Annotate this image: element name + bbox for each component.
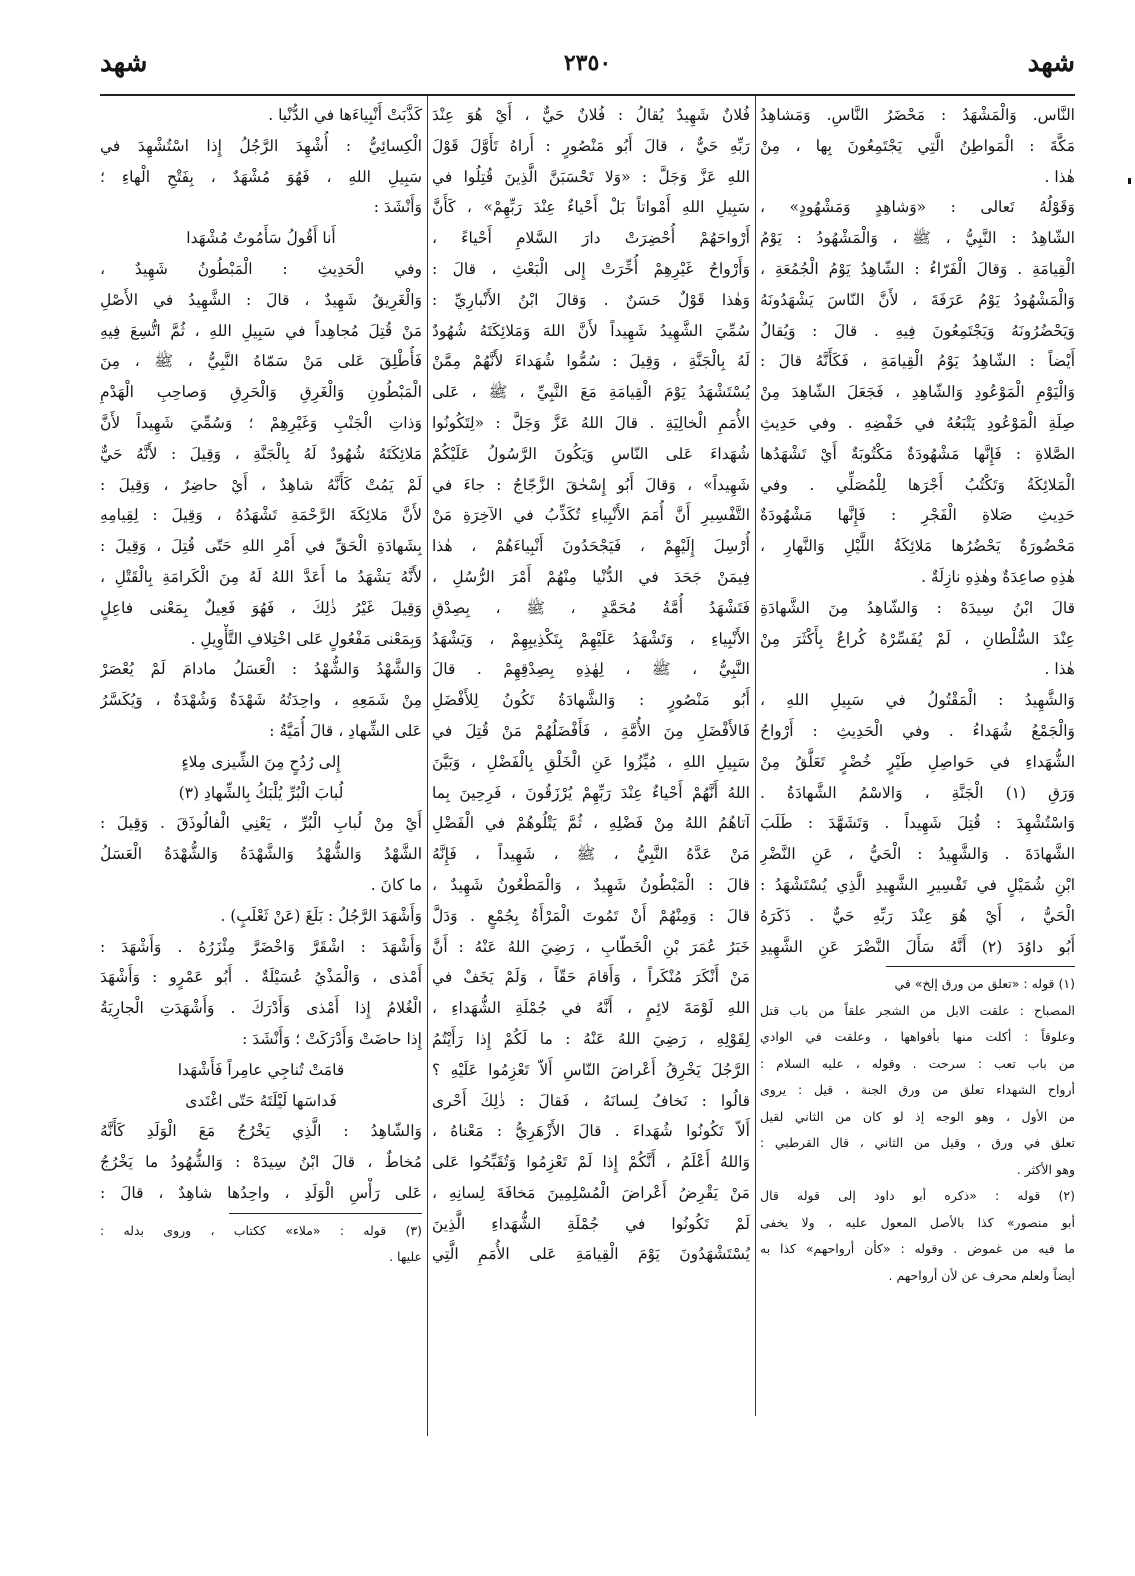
text-line: مَلائِكَتَهُ شُهُودٌ لَهُ بِالْجَنَّةِ ، وَقِيلَ : لأَنَّهُ حَيٌّ xyxy=(100,444,422,463)
text-line: مُخاطٌ ، قالَ ابْنُ سِيدَهْ : وَالشُّهُودُ ما يَخْرُجُ xyxy=(100,1153,422,1172)
text-line: وَرَقِ (١) الْجَنَّةِ ، وَالاسْمُ الشَّهادَةُ . xyxy=(760,783,1075,802)
text-line: عَلى الشِّهادِ ، قالَ أُمَيَّةُ : xyxy=(269,721,422,740)
text-line: وَالشَّهِيدُ : الْمَقْتُولُ في سَبِيلِ اللهِ ، xyxy=(760,691,1075,710)
text-line: وَهٰذا قَوْلٌ حَسَنٌ . وَقالَ ابْنُ الأَنْبارِيِّ : xyxy=(432,290,750,309)
text-line: مَنْ قُتِلَ مُجاهِداً في سَبِيلِ اللهِ ، ثُمَّ اتُّسِعَ فِيهِ xyxy=(100,321,422,340)
right-column xyxy=(760,100,1075,1289)
text-line: وَالْيَوْمِ الْمَوْعُودِ وَالشّاهِدِ ، فَجَعَلَ الشّاهِدَ مِنْ xyxy=(760,383,1075,402)
text-line: هٰذا . xyxy=(1044,167,1075,186)
text-line: خَبَرُ عُمَرَ بْنِ الْخَطّابِ ، رَضِيَ اللهُ عَنْهُ : أَنَّ xyxy=(432,937,750,956)
text-line: وَالْجَمْعُ شُهَداءُ . وفي الْحَدِيثِ : أَرْواحُ xyxy=(760,721,1075,740)
text-line: اللهُ أَنَّهُمْ أَحْياءٌ عِنْدَ رَبِّهِمْ يُرْزَقُونَ ، فَرِحِينَ بِما xyxy=(432,783,750,802)
text-line: وَبِمَعْنى مَفْعُولٍ عَلى اخْتِلافِ التَّأْوِيلِ . xyxy=(190,629,422,648)
text-line: إِذا حاضَتْ وَأَدْرَكَتْ ؛ وَأَنْشَدَ : xyxy=(242,1029,422,1048)
text-line: مِنْ شَمَعِهِ ، واحِدَتُهُ شَهْدَةٌ وَشُهْدَةٌ ، وَيُكَسَّرُ xyxy=(100,691,422,710)
header-root-word-left: شهد xyxy=(100,48,148,78)
text-line: لَمْ يَمُتْ كَأَنَّهُ شاهِدٌ ، أَيْ حاضِرٌ ، وَقِيلَ : xyxy=(100,475,422,494)
footnote-line: أبو منصور» كذا بالأصل المعول عليه ، ولا يخفى xyxy=(760,1214,1075,1230)
text-line: كَذَّبَتْ أَنْبِياءَها في الدُّنْيا . xyxy=(268,106,422,124)
text-line: فِيمَنْ جَحَدَ في الدُّنْيا مِنْهُمْ أَمْرَ الرُّسُلِ ، xyxy=(432,567,750,586)
footnote-line: من الأول ، وهو الوجه إذ لو كان من الثاني لقيل xyxy=(760,1108,1075,1124)
text-line: وَالْغَرِيقُ شَهِيدٌ ، قالَ : الشَّهِيدُ في الأَصْلِ xyxy=(100,290,422,309)
text-line: وَاللهُ أَعْلَمُ ، أَنَّكُمْ إِذا لَمْ تَعْزِمُوا وَتُقَبِّحُوا عَلى xyxy=(432,1153,750,1172)
text-line: آتاهُمُ اللهُ مِنْ فَضْلِهِ ، ثُمَّ يَتْلُوهُمْ في الْفَضْلِ xyxy=(432,814,750,833)
footnote-line: وعلوقاً : أكلت منها بأفواهها ، وعلقت في الوادي xyxy=(760,1029,1075,1045)
text-line: رَبِّهِ حَيٌّ ، قالَ أَبُو مَنْصُورٍ : أَراهُ تَأَوَّلَ قَوْلَ xyxy=(432,136,750,155)
text-line: اللهِ لَوْمَةَ لائِمٍ ، أَنَّهُ في جُمْلَةِ الشُّهَداءِ ، xyxy=(432,999,750,1018)
text-line: الْكِسائِيُّ : أُشْهِدَ الرَّجُلُ إِذا اسْتُشْهِدَ في xyxy=(100,136,422,155)
text-line: الشَّهْدُ وَالشُّهْدُ وَالشَّهْدَةُ وَالشُّهْدَةُ الْعَسَلُ xyxy=(100,845,422,864)
text-line: ابْنِ شُمَيْلٍ في تَفْسِيرِ الشَّهِيدِ الَّذِي يُسْتَشْهَدُ : xyxy=(760,875,1075,894)
footnote-rule xyxy=(229,1213,422,1214)
text-line: أَبُو مَنْصُورٍ : وَالشَّهادَةُ تَكُونُ لِلأَفْضَلِ xyxy=(432,691,750,710)
text-line: قالَ : الْمَبْطُونُ شَهِيدٌ ، وَالْمَطْعُونُ شَهِيدٌ ، xyxy=(432,875,750,894)
text-line: أَمْذى ، وَالْمَذْيُ عُسَيْلَةٌ . أَبُو عَمْرٍو : وَأَشْهَدَ xyxy=(100,968,422,987)
text-line: وَقِيلَ غَيْرُ ذٰلِكَ ، فَهُوَ فَعِيلٌ بِمَعْنى فاعِلٍ xyxy=(100,598,422,617)
text-line: الْحَيُّ ، أَيْ هُوَ عِنْدَ رَبِّهِ حَيٌّ . ذَكَرَهُ xyxy=(760,906,1075,925)
text-line: الْغُلامُ إِذا أَمْذى وَأَدْرَكَ . وَأَشْهَدَتِ الْجارِيَةُ xyxy=(100,999,422,1018)
text-line: مَحْضُورَةٌ يَحْضُرُها مَلائِكَةُ اللَّيْلِ وَالنَّهارِ ، xyxy=(760,537,1075,556)
text-line: عِنْدَ السُّلْطانِ ، لَمْ يُفَسِّرْهُ كُراعٌ بِأَكْثَرَ مِنْ xyxy=(760,629,1075,648)
footnote-rule xyxy=(886,966,1075,967)
footnote-line: من باب تعب : سرحت . وقوله ، عليه السلام : xyxy=(760,1055,1075,1071)
text-line: وَالْمَشْهُودُ يَوْمُ عَرَفَةَ ، لأَنَّ النّاسَ يَشْهَدُونَهُ xyxy=(760,290,1075,309)
footnote-line: (٣) قوله : «ملاء» ككتاب ، وروى بدله : xyxy=(100,1222,422,1238)
footnote-line: أرواح الشهداء تعلق من ورق الجنة ، قيل : يروى xyxy=(760,1082,1075,1098)
text-line: الشّاهِدُ : النَّبِيُّ ، ﷺ ، وَالْمَشْهُودُ : يَوْمُ xyxy=(760,229,1075,248)
text-line: أُرْسِلَ إِلَيْهِمْ ، فَيَجْحَدُونَ أَنْبِياءَهُمْ ، هٰذا xyxy=(432,537,750,556)
text-line: يُسْتَشْهَدُ يَوْمَ الْقِيامَةِ مَعَ النَّبِيِّ ، ﷺ ، عَلى xyxy=(432,383,750,402)
text-line: أَلاّ تَكُونُوا شُهَداءَ . قالَ الأَزْهَرِيُّ : مَعْناهُ ، xyxy=(432,1122,750,1141)
text-line: وَالشَّهْدُ وَالشُّهْدُ : الْعَسَلُ مادامَ لَمْ يُعْصَرْ xyxy=(100,660,422,679)
text-line: الْقِيامَةِ . وَقالَ الْفَرّاءُ : الشّاهِدُ يَوْمُ الْجُمُعَةِ ، xyxy=(760,259,1075,278)
text-line: النَّبِيُّ ، ﷺ ، لِهٰذِهِ بِصِدْقِهِمْ . قالَ xyxy=(432,660,750,679)
footnote-line: وهو الأكثر . xyxy=(1016,1161,1075,1177)
text-line: سَبِيلِ اللهِ أَمْواتاً بَلْ أَحْياءٌ عِنْدَ رَبِّهِمْ» ، كَأَنَّ xyxy=(432,198,750,217)
text-line: حَدِيثِ صَلاةِ الْفَجْرِ : فَإِنَّها مَشْهُودَةٌ xyxy=(760,506,1075,525)
page-header xyxy=(100,48,1075,90)
text-line: وَقَوْلُهُ تَعالى : «وَشاهِدٍ وَمَشْهُودٍ» ، xyxy=(760,198,1075,217)
text-line: وَالشّاهِدُ : الَّذِي يَخْرُجُ مَعَ الْوَلَدِ كَأَنَّهُ xyxy=(100,1122,422,1141)
left-column xyxy=(100,100,422,1271)
text-line: وَأَنْشَدَ : xyxy=(373,198,422,217)
text-line: وَأَشْهَدَ الرَّجُلُ : بَلَغَ (عَنْ ثَعْلَبٍ) . xyxy=(220,906,422,925)
text-line: لَمْ تَكُونُوا في جُمْلَةِ الشُّهَداءِ الَّذِينَ xyxy=(432,1214,750,1233)
text-line: أَيْضاً : الشّاهِدُ يَوْمُ الْقِيامَةِ ، فَكَأَنَّهُ قالَ : xyxy=(760,352,1075,371)
page-number: ٢٣٥٠ xyxy=(563,50,612,76)
footnote-line: المصباح : علقت الابل من الشجر علقاً من باب قتل xyxy=(760,1002,1075,1018)
text-line: ما كانَ . xyxy=(370,875,422,894)
text-line: وَأَرْواحُ غَيْرِهِمْ أُخِّرَتْ إِلى الْبَعْثِ ، قالَ : xyxy=(432,259,750,278)
text-line: أَرْواحَهُمْ أُحْضِرَتْ دارَ السَّلامِ أَحْياءً ، xyxy=(432,229,750,248)
text-line: الشُّهَداءِ في حَواصِلِ طَيْرٍ خُضْرٍ تَعَلَّقُ مِنْ xyxy=(760,752,1075,771)
footnote-line: تعلق في ورق ، وقيل من الثاني ، قال القرطبي : xyxy=(760,1135,1075,1151)
header-root-word-right: شهد xyxy=(1027,48,1075,78)
middle-column xyxy=(432,100,750,1270)
text-line: النَّاس. وَالْمَشْهَدُ : مَحْضَرُ النَّاسِ. وَمَشاهِدُ xyxy=(760,106,1075,124)
text-line: سُمِّيَ الشَّهِيدُ شَهِيداً لأَنَّ اللهَ وَمَلائِكَتَهُ شُهُودٌ xyxy=(432,321,750,340)
text-line: يُسْتَشْهَدُونَ يَوْمَ الْقِيامَةِ عَلى الأُمَمِ الَّتِي xyxy=(432,1245,750,1264)
text-line: شُهَداءَ عَلى النّاسِ وَيَكُونَ الرَّسُولُ عَلَيْكُمْ xyxy=(432,444,750,463)
text-line: مَنْ أَنْكَرَ مُنْكَراً ، وَأَقامَ حَقّاً ، وَلَمْ يَخَفْ في xyxy=(432,968,750,987)
column-divider xyxy=(755,96,756,1416)
text-line: مَكَّةَ : الْمَواطِنُ الَّتِي يَجْتَمِعُونَ بِها ، مِنْ xyxy=(760,136,1075,155)
footnote-line: (٢) قوله : «ذكره أبو داود إلى قوله قال xyxy=(760,1188,1075,1204)
text-line: الصَّلاةِ : فَإِنَّها مَشْهُودَةٌ مَكْتُوبَةٌ أَيْ تَشْهَدُها xyxy=(760,444,1075,463)
text-line: صِلَةِ الْمَوْعُودِ يَتْبَعُهُ في خَفْضِهِ . وفي حَدِيثِ xyxy=(760,413,1075,432)
text-line: وَيَحْضُرُونَهُ وَيَجْتَمِعُونَ فِيهِ . قالَ : وَيُقالُ xyxy=(760,321,1075,340)
text-line: أَنا أَقُولُ سَأَمُوتُ مُشْهَدا xyxy=(186,229,336,248)
text-line: عَلى رَأْسِ الْوَلَدِ ، واحِدُها شاهِدٌ ، قالَ : xyxy=(100,1183,422,1202)
text-line: وَاسْتُشْهِدَ : قُتِلَ شَهِيداً . وَتَشَهَّدَ : طَلَبَ xyxy=(760,814,1075,833)
text-line: قالَ : وَمِنْهُمْ أَنْ تَمُوتَ الْمَرْأَةُ بِجُمْعٍ . وَدَلَّ xyxy=(432,906,750,925)
text-line: التَّفْسِيرِ أَنَّ أُمَمَ الأَنْبِياءِ تُكَذِّبُ في الآخِرَةِ مَنْ xyxy=(432,506,750,525)
footnote-line: ما فيه من غموض . وقوله : «كأن أرواحهم» كذا به xyxy=(760,1241,1075,1257)
text-line: أَبُو داوُدَ (٢) أَنَّهُ سَأَلَ النَّضْرَ عَنِ الشَّهِيدِ xyxy=(760,937,1075,956)
footnote-line: أيضاً ولعلم محرف عن لأن أرواحهم . xyxy=(888,1267,1075,1283)
text-line: الرَّجُلَ يَخْرِقُ أَعْراضَ النّاسِ أَلاّ تَعْزِمُوا عَلَيْهِ ؟ xyxy=(432,1060,750,1079)
text-line: الأُمَمِ الْخالِيَةِ . قالَ اللهُ عَزَّ وَجَلَّ : «لِتَكُونُوا xyxy=(432,413,750,432)
text-line: الأَنْبِياءِ ، وَتَشْهَدُ عَلَيْهِمْ بِتَكْذِيبِهِمْ ، وَيَشْهَدُ xyxy=(432,629,750,648)
column-divider xyxy=(427,96,428,1436)
text-line: إِلى رُدُحٍ مِنَ الشِّيزى مِلاءٍ xyxy=(181,752,341,771)
footnote-line: عليها . xyxy=(389,1249,422,1265)
margin-mark xyxy=(1128,178,1131,184)
text-line: هٰذا . xyxy=(1044,660,1075,679)
text-line: وَأَشْهَدَ : اشْقَرَّ وَاخْضَرَّ مِئْزَرُهُ . وَأَشْهَدَ : xyxy=(100,937,422,956)
text-line: قامَتْ تُناجِي عامِراً فَأَشْهَدا xyxy=(177,1060,345,1079)
text-line: لُبابَ الْبُرِّ يُلْبَكُ بِالشِّهادِ (٣) xyxy=(178,783,344,802)
text-line: فَالأَفْضَلِ مِنَ الأُمَّةِ ، فَأَفْضَلُهُمْ مَنْ قُتِلَ في xyxy=(432,721,750,740)
text-line: بِشَهادَةِ الْحَقِّ في أَمْرِ اللهِ حَتّى قُتِلَ ، وَقِيلَ : xyxy=(100,537,422,556)
text-line: سَبِيلِ اللهِ ، فَهُوَ مُشْهَدٌ ، بِفَتْحِ الْهاءِ ؛ xyxy=(100,167,422,186)
footnote-line: (١) قوله : «تعلق من ورق إلخ» في xyxy=(894,976,1075,992)
text-line: فُلانٌ شَهِيدٌ يُقالُ : فُلانٌ حَيٌّ ، أَيْ هُوَ عِنْدَ xyxy=(432,106,750,124)
text-line: اللهِ عَزَّ وَجَلَّ : «وَلا تَحْسَبَنَّ الَّذِينَ قُتِلُوا في xyxy=(432,167,750,186)
text-line: وفي الْحَدِيثِ : الْمَبْطُونُ شَهِيدٌ ، xyxy=(100,259,422,278)
text-line: لِقَوْلِهِ ، رَضِيَ اللهُ عَنْهُ : ما لَكُمْ إِذا رَأَيْتُمُ xyxy=(432,1029,750,1048)
text-line: مَنْ عَدَّهُ النَّبِيُّ ، ﷺ ، شَهِيداً ، فَإِنَّهُ xyxy=(432,845,750,864)
text-line: أَيْ مِنْ لُبابِ الْبُرِّ ، يَعْنِي الْفالُوذَقَ . وَقِيلَ : xyxy=(100,814,422,833)
header-rule xyxy=(100,94,1075,96)
text-line: لَهُ بِالْجَنَّةِ ، وَقِيلَ : سُمُّوا شُهَداءَ لأَنَّهُمْ مِمَّنْ xyxy=(432,352,750,371)
text-line: الشَّهادَةَ . وَالشَّهِيدُ : الْحَيُّ ، عَنِ النَّضْرِ xyxy=(760,845,1075,864)
text-line: الْمَلائِكَةُ وَتَكْتُبُ أَجْرَها لِلْمُصَلِّي . وفي xyxy=(760,475,1075,494)
text-line: وَذاتِ الْجَنْبِ وَغَيْرِهِمْ ؛ وَسُمِّيَ شَهِيداً لأَنَّ xyxy=(100,413,422,432)
text-line: لأَنَّهُ يَشْهَدُ ما أَعَدَّ اللهُ لَهُ مِنَ الْكَرامَةِ بِالْقَتْلِ ، xyxy=(100,567,422,586)
text-line: هٰذِهِ صاعِدَةٌ وهٰذِهِ نازِلَةٌ . xyxy=(921,567,1075,586)
text-line: قالَ ابْنُ سِيدَهْ : وَالشّاهِدُ مِنَ الشَّهادَةِ xyxy=(760,598,1075,617)
text-line: شَهِيداً» ، وَقالَ أَبُو إِسْحٰقَ الزَّجّاجُ : جاءَ في xyxy=(432,475,750,494)
text-line: سَبِيلِ اللهِ ، مُيِّزُوا عَنِ الْخَلْقِ بِالْفَضْلِ ، وَبَيَّنَ xyxy=(432,752,750,771)
text-line: لأَنَّ مَلائِكَةَ الرَّحْمَةِ تَشْهَدُهُ ، وَقِيلَ : لِقِيامِهِ xyxy=(100,506,422,525)
text-line: مَنْ يَقْرِضُ أَعْراضَ الْمُسْلِمِينَ مَخافَةَ لِسانِهِ ، xyxy=(432,1183,750,1202)
text-line: فَداسَها لَيْلَتَهُ حَتّى اغْتَدى xyxy=(185,1091,337,1110)
text-line: الْمَبْطُونِ وَالْغَرِقِ وَالْحَرِقِ وَصاحِبِ الْهَدْمِ xyxy=(100,383,422,402)
text-line: فَتَشْهَدُ أُمَّةُ مُحَمَّدٍ ، ﷺ ، بِصِدْقِ xyxy=(432,598,750,617)
text-line: فَأُطْلِقَ عَلى مَنْ سَمّاهُ النَّبِيُّ ، ﷺ ، مِنَ xyxy=(100,352,422,371)
text-line: قالُوا : نَخافُ لِسانَهُ ، فَقالَ : ذٰلِكَ أَحْرى xyxy=(432,1091,750,1110)
